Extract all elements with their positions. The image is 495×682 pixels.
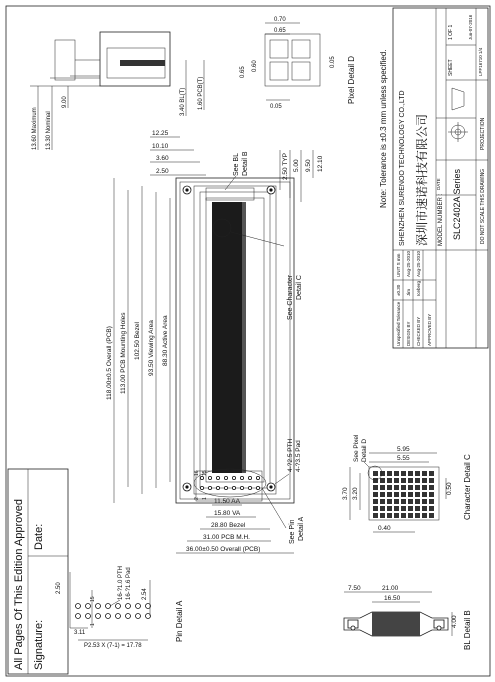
see-pin-line1: See Pin bbox=[289, 519, 296, 544]
bl-dim-1650: 16.50 bbox=[384, 595, 401, 602]
left-dim-360: 3.60 bbox=[156, 155, 169, 162]
pin-detail-a bbox=[56, 566, 184, 649]
right-dims bbox=[280, 150, 324, 202]
dim-bezel-w: 28.80 Bezel bbox=[211, 522, 246, 529]
pixel-dim-005b: 0.05 bbox=[270, 104, 282, 110]
pin-header bbox=[200, 476, 259, 489]
sheet-value: 1 OF 1 bbox=[448, 24, 454, 40]
tb-design-by: DESIGN BY bbox=[406, 321, 411, 346]
tb-date-label: DATE bbox=[436, 178, 441, 190]
pixel-dim-065a: 0.65 bbox=[274, 28, 286, 34]
pixel-detail-title: Pixel Detail D bbox=[347, 55, 356, 104]
tb-design-date: Aug-25-2010 bbox=[406, 250, 411, 277]
left-dim-1225: 12.25 bbox=[152, 130, 169, 137]
dim-pcb-mh: 31.00 PCB M.H. bbox=[203, 534, 250, 541]
pin-detail-15: 15 bbox=[90, 596, 96, 602]
tb-designer: Jim bbox=[406, 289, 411, 296]
char-pixel-grid bbox=[373, 471, 434, 518]
right-dim-250typ: 2.50 TYP bbox=[282, 153, 289, 180]
signature-label: Signature: bbox=[33, 619, 45, 670]
width-dims bbox=[176, 498, 294, 553]
left-dim-250: 2.50 bbox=[156, 168, 169, 175]
left-dim-1010: 10.10 bbox=[152, 143, 169, 150]
pin-detail-1: 1 bbox=[90, 623, 96, 626]
main-view bbox=[106, 130, 324, 553]
lcd-active-area bbox=[212, 202, 242, 473]
dim-active-area: 88.30 Active Area bbox=[162, 315, 169, 366]
bl-detail-b bbox=[344, 585, 472, 650]
tb-tolerance-val: ±0.30 bbox=[396, 284, 401, 296]
pad-label: 4-?3.5 Pad bbox=[295, 440, 302, 472]
pixel-detail-d bbox=[240, 17, 356, 110]
approval-block bbox=[8, 469, 68, 674]
approval-heading: All Pages Of This Edition Approved bbox=[13, 498, 25, 670]
pin-dim-250: 2.50 bbox=[56, 582, 62, 594]
char-dim-555: 5.55 bbox=[397, 455, 410, 462]
tb-check-date: Aug-25-2010 bbox=[416, 250, 421, 277]
right-dim-500: 5.00 bbox=[293, 159, 300, 172]
dim-mounting-holes: 113.00 PCB Mounting Holes bbox=[120, 312, 127, 394]
do-not-scale: DO NOT SCALE THIS DRAWING bbox=[480, 168, 486, 244]
see-char-line2: Detail C bbox=[296, 275, 303, 300]
char-dim-050: 0.50 bbox=[446, 482, 453, 495]
bl-dim-400: 4.00 bbox=[451, 615, 458, 628]
company-cn: 深圳市速诺科技有限公司 bbox=[415, 113, 429, 246]
main-pin-2: 2 bbox=[194, 497, 200, 500]
char-detail-title: Character Detail C bbox=[463, 454, 472, 520]
char-dim-370: 3.70 bbox=[342, 487, 349, 500]
tb-checker: Iceberg bbox=[416, 280, 421, 296]
character-detail-c bbox=[342, 434, 472, 532]
pin-pth-label: 16-?1.0 PTH bbox=[118, 565, 124, 600]
pin-pitch: P2.53 X (7-1) = 17.78 bbox=[84, 643, 142, 649]
pin-detail-pads bbox=[76, 604, 151, 619]
model-value: SLC2402A Series bbox=[452, 168, 462, 240]
tb-units: UNIT S mm bbox=[396, 253, 401, 277]
right-dim-950: 9.50 bbox=[305, 159, 312, 172]
title-block bbox=[393, 8, 488, 348]
main-pin-16: 16 bbox=[194, 470, 200, 476]
dim-viewing-area: 93.50 Viewing Area bbox=[148, 320, 155, 376]
company-en: SHENZHEN SURENOO TECHNOLOGY CO.,LTD bbox=[399, 90, 406, 246]
side-dim-nominal: 13.30 Nominal bbox=[46, 111, 52, 150]
dim-bezel: 102.50 Bezel bbox=[134, 322, 141, 360]
tb-checked-by: CHECKED BY bbox=[416, 316, 421, 346]
see-pixel-line1: See Pixel bbox=[353, 434, 360, 462]
pin-detail-title: Pin Detail A bbox=[175, 600, 184, 642]
char-dim-595: 5.95 bbox=[397, 446, 410, 453]
file-label: LPF16710 1/4 bbox=[478, 47, 483, 76]
main-pin-1: 1 bbox=[202, 497, 208, 500]
char-dim-320: 3.20 bbox=[352, 487, 359, 500]
pin-dim-254: 2.54 bbox=[142, 588, 148, 600]
side-view bbox=[30, 32, 204, 150]
pixel-dim-065b: 0.65 bbox=[240, 66, 246, 78]
file-date: Jun-07-2016 bbox=[468, 14, 473, 40]
see-pin-line2: Detail A bbox=[298, 516, 305, 541]
bl-dim-750: 7.50 bbox=[348, 585, 361, 592]
tb-tolerance: Unspecified Tolerance bbox=[396, 301, 401, 346]
see-pixel-line2: Detail D bbox=[361, 438, 368, 462]
pixel-dim-070: 0.70 bbox=[274, 17, 286, 23]
tolerance-note: Note: Tolerance is ±0.3 mm unless specified. bbox=[379, 49, 388, 208]
left-dims bbox=[150, 130, 206, 175]
right-dim-1210: 12.10 bbox=[317, 155, 324, 172]
model-label: MODEL NUMBER : bbox=[438, 193, 444, 246]
see-bl-line2: Detail B bbox=[242, 151, 249, 176]
main-pin-15: 15 bbox=[202, 470, 208, 476]
pixel-dim-060: 0.60 bbox=[252, 60, 258, 72]
char-dim-040: 0.40 bbox=[378, 525, 391, 532]
projection-symbol bbox=[448, 88, 468, 142]
date-label: Date: bbox=[33, 523, 45, 550]
side-dim-max: 13.60 Maximum bbox=[32, 107, 38, 150]
dim-aa: 11.50 AA bbox=[214, 498, 240, 505]
dim-overall-w: 36.00±0.50 Overall (PCB) bbox=[186, 546, 261, 553]
see-bl-line1: See BL bbox=[233, 153, 240, 176]
pin-pad-label: 16-?1.6 Pad bbox=[126, 567, 132, 600]
length-dims bbox=[106, 178, 170, 503]
see-char-line1: See Character bbox=[287, 274, 294, 320]
pth-label: 4-?2.5 PTH bbox=[287, 438, 294, 472]
sheet-label: SHEET bbox=[448, 59, 454, 76]
tb-approved-by: APPROVED BY bbox=[427, 313, 432, 346]
pixel-dim-005a: 0.05 bbox=[330, 56, 336, 68]
pcb-thickness: 1.60 PCB(T) bbox=[198, 76, 204, 110]
projection-label: PROJECTION bbox=[480, 117, 486, 150]
bl-thickness: 3.40 BL(T) bbox=[180, 87, 186, 116]
dim-va: 15.80 VA bbox=[214, 510, 241, 517]
pin-dim-311: 3.11 bbox=[74, 630, 86, 636]
dim-overall-pcb: 118.00±0.5 Overall (PCB) bbox=[106, 326, 113, 400]
bl-dim-2100: 21.00 bbox=[382, 585, 399, 592]
side-dim-9: 9.00 bbox=[62, 96, 68, 108]
bl-detail-title: BL Detail B bbox=[463, 610, 472, 650]
